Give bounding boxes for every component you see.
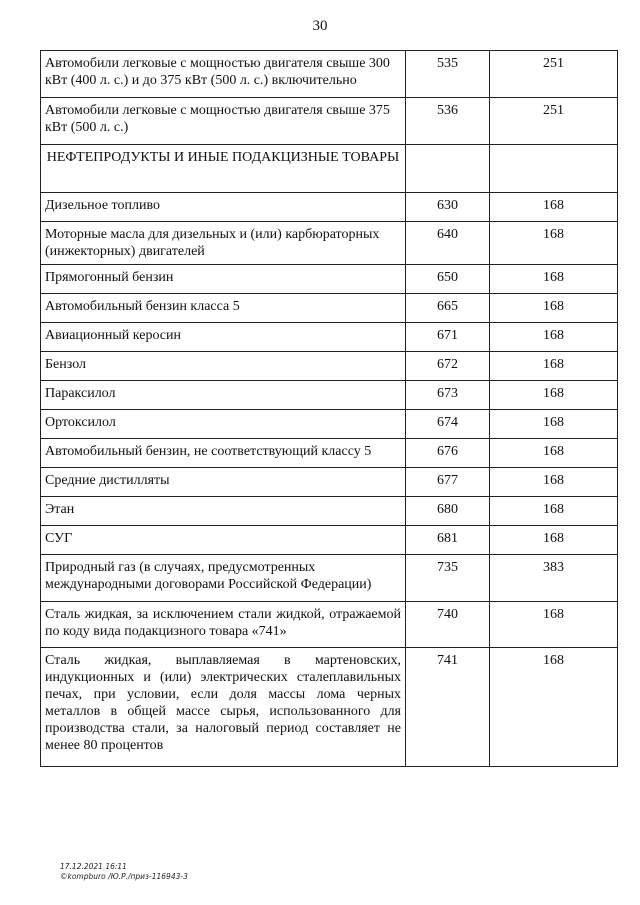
row-name: Бензол: [41, 352, 406, 381]
row-name: Моторные масла для дизельных и (или) карбюраторных (инжекторных) двигателей: [41, 222, 406, 265]
row-rate: 168: [490, 294, 618, 323]
table-row: [41, 439, 618, 468]
row-name: Автомобили легковые с мощностью двигателя свыше 300 кВт (400 л. с.) и до 375 кВт (500 л. с.) включительно: [41, 51, 406, 98]
row-rate: 168: [490, 468, 618, 497]
table-row: [41, 410, 618, 439]
row-rate: 168: [490, 222, 618, 265]
table-row: [41, 497, 618, 526]
row-rate: 383: [490, 555, 618, 602]
table-row: [41, 98, 618, 145]
row-rate: 168: [490, 602, 618, 648]
print-datetime: 17.12.2021 16:11: [60, 862, 127, 871]
table-row: [41, 381, 618, 410]
row-name: Авиационный керосин: [41, 323, 406, 352]
table-row: [41, 193, 618, 222]
row-name: Прямогонный бензин: [41, 265, 406, 294]
row-rate: 251: [490, 98, 618, 145]
row-code: 535: [406, 51, 490, 98]
print-footer: [60, 862, 188, 882]
row-code: 536: [406, 98, 490, 145]
row-code: 676: [406, 439, 490, 468]
row-name: Дизельное топливо: [41, 193, 406, 222]
row-code: 640: [406, 222, 490, 265]
row-code: 735: [406, 555, 490, 602]
row-name: Сталь жидкая, выплавляемая в мартеновских, индукционных и (или) электрических сталеплавильных печах, при условии, если доля массы лома черных металлов в общей массе сырья, использованного для производства стали, за налоговый период составляет не менее 80 процентов: [41, 648, 406, 767]
row-name: Параксилол: [41, 381, 406, 410]
row-name: Средние дистилляты: [41, 468, 406, 497]
row-rate: 168: [490, 526, 618, 555]
document-stamp: ©kompburo /Ю.Р./приз-116943-3: [60, 872, 188, 881]
row-code: 674: [406, 410, 490, 439]
table-row: [41, 265, 618, 294]
page-number: 30: [312, 18, 328, 34]
table-row: [41, 526, 618, 555]
row-rate: 168: [490, 648, 618, 767]
row-rate: 168: [490, 193, 618, 222]
row-name: Этан: [41, 497, 406, 526]
row-code: 677: [406, 468, 490, 497]
row-name: Природный газ (в случаях, предусмотренных международными договорами Российской Федерации): [41, 555, 406, 602]
row-code: 740: [406, 602, 490, 648]
row-name: Ортоксилол: [41, 410, 406, 439]
row-name: СУГ: [41, 526, 406, 555]
table-row: [41, 222, 618, 265]
row-rate: 168: [490, 439, 618, 468]
table-row: [41, 468, 618, 497]
row-code: 681: [406, 526, 490, 555]
row-name: Автомобильный бензин класса 5: [41, 294, 406, 323]
table-row: [41, 51, 618, 98]
row-code: 650: [406, 265, 490, 294]
row-code: 671: [406, 323, 490, 352]
row-code: 672: [406, 352, 490, 381]
row-name: Автомобили легковые с мощностью двигателя свыше 375 кВт (500 л. с.): [41, 98, 406, 145]
section-header-row: [41, 145, 618, 193]
row-code: 665: [406, 294, 490, 323]
table-row: [41, 602, 618, 648]
row-name: Сталь жидкая, за исключением стали жидкой, отражаемой по коду вида подакцизного товара «741»: [41, 602, 406, 648]
row-rate: 168: [490, 323, 618, 352]
table-row: [41, 352, 618, 381]
row-rate: 168: [490, 265, 618, 294]
row-code: 741: [406, 648, 490, 767]
table-row: [41, 648, 618, 767]
row-code: 680: [406, 497, 490, 526]
row-rate: 251: [490, 51, 618, 98]
row-code: 630: [406, 193, 490, 222]
table-row: [41, 294, 618, 323]
excise-rate-table: [40, 50, 618, 767]
table-row: [41, 323, 618, 352]
row-name: Автомобильный бензин, не соответствующий классу 5: [41, 439, 406, 468]
section-title: НЕФТЕПРОДУКТЫ И ИНЫЕ ПОДАКЦИЗНЫЕ ТОВАРЫ: [41, 145, 406, 193]
row-rate: 168: [490, 497, 618, 526]
row-rate: 168: [490, 381, 618, 410]
row-rate: 168: [490, 352, 618, 381]
table-row: [41, 555, 618, 602]
row-code: 673: [406, 381, 490, 410]
row-rate: 168: [490, 410, 618, 439]
